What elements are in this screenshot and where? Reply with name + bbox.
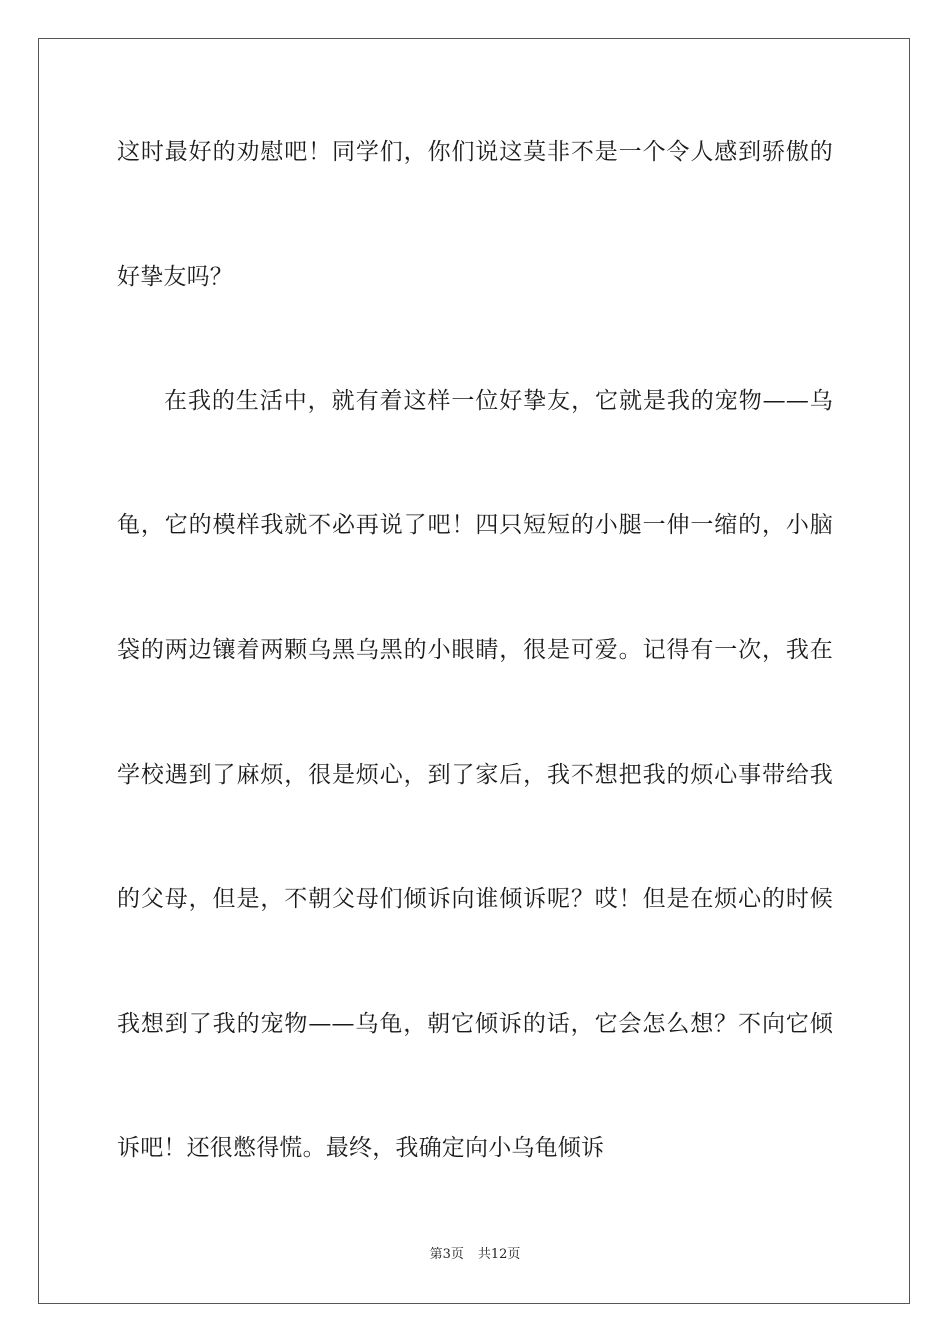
page-total: 共12页	[477, 1247, 521, 1262]
page-footer	[0, 1246, 950, 1264]
page-border	[38, 38, 910, 1304]
body-text-line-5: 袋的两边镶着两颗乌黑乌黑的小眼睛，很是可爱。记得有一次，我在	[117, 637, 833, 663]
page-number: 第3页	[429, 1247, 464, 1262]
body-text-line-1: 这时最好的劝慰吧！同学们，你们说这莫非不是一个令人感到骄傲的	[117, 139, 833, 165]
body-text-line-8: 我想到了我的宠物——乌龟，朝它倾诉的话，它会怎么想？不向它倾	[117, 1011, 833, 1037]
body-text-line-4: 龟，它的模样我就不必再说了吧！四只短短的小腿一伸一缩的，小脑	[117, 512, 833, 538]
body-text-line-9: 诉吧！还很憋得慌。最终，我确定向小乌龟倾诉	[117, 1135, 605, 1161]
body-text-line-3: 在我的生活中，就有着这样一位好挚友，它就是我的宠物——乌	[164, 388, 833, 414]
body-text-line-7: 的父母，但是，不朝父母们倾诉向谁倾诉呢？哎！但是在烦心的时候	[117, 886, 833, 912]
body-text-line-6: 学校遇到了麻烦，很是烦心，到了家后，我不想把我的烦心事带给我	[117, 762, 833, 788]
body-text-line-2: 好挚友吗？	[117, 264, 233, 290]
